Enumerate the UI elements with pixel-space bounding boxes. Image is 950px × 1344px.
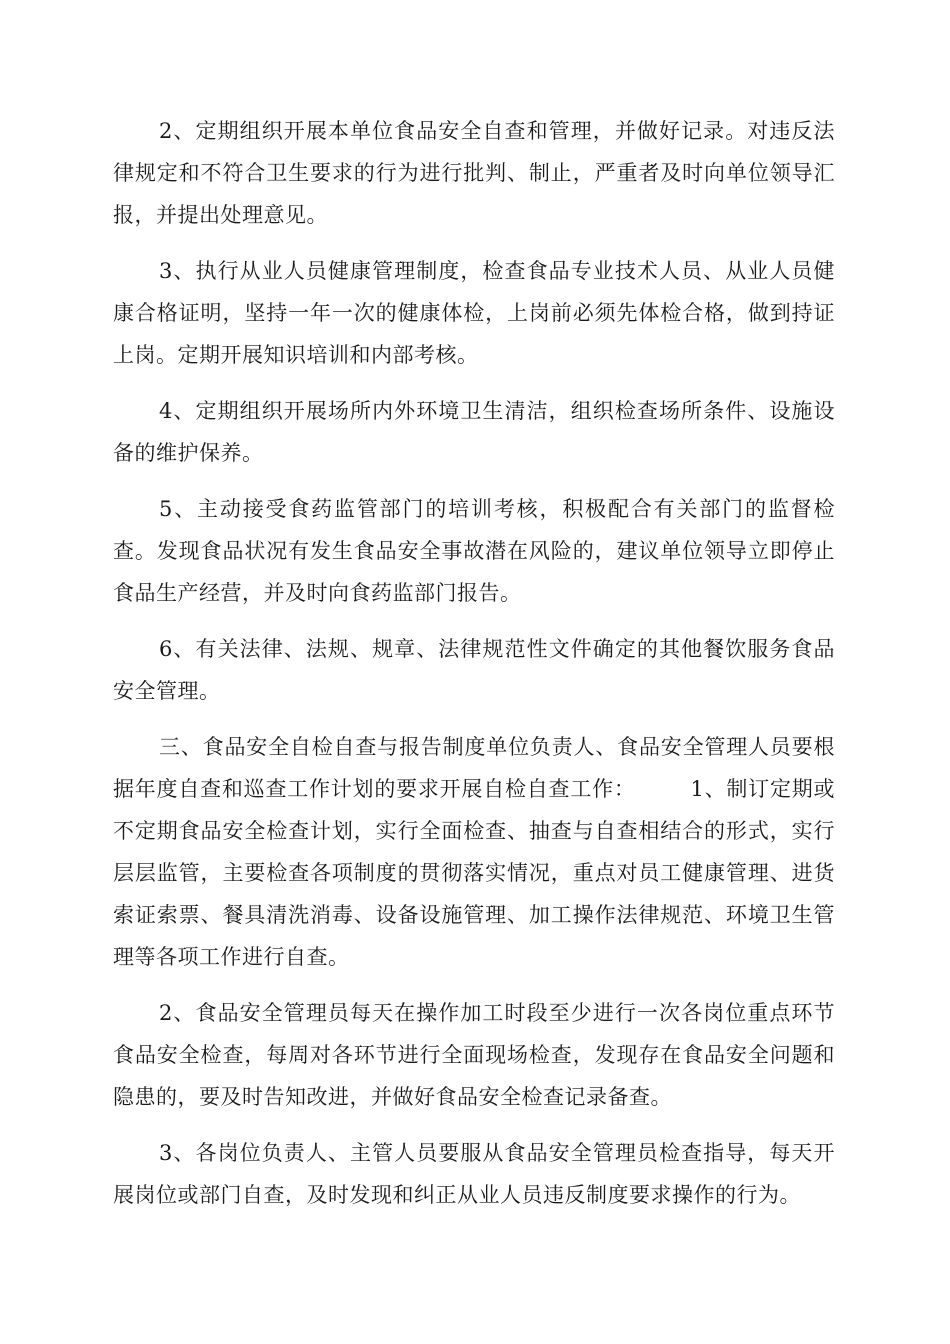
paragraph-other-regulations: 6、有关法律、法规、规章、法律规范性文件确定的其他餐饮服务食品安全管理。 bbox=[113, 637, 835, 703]
paragraph-post-self-check: 3、各岗位负责人、主管人员要服从食品安全管理员检查指导，每天开展岗位或部门自查，及时发现和纠正从业人员违反制度要求操作的行为。 bbox=[113, 1141, 835, 1207]
paragraph-self-inspection-system: 三、食品安全自检自查与报告制度单位负责人、食品安全管理人员要根据年度自查和巡查工作计划的要求开展自检自查工作： 1、制订定期或不定期食品安全检查计划，实行全面检查、抽查与自查相结合的形式，实行层层监管，主要检查各项制度的贯彻落实情况，重点对员工健康管理、进货索证索票、餐具清洗消毒、设备设施管理、加工操作法律规范、环境卫生管理等各项工作进行自查。 bbox=[113, 735, 835, 969]
paragraph-health-management: 3、执行从业人员健康管理制度，检查食品专业技术人员、从业人员健康合格证明，坚持一年一次的健康体检，上岗前必须先体检合格，做到持证上岗。定期开展知识培训和内部考核。 bbox=[113, 259, 835, 367]
paragraph-daily-inspection: 2、食品安全管理员每天在操作加工时段至少进行一次各岗位重点环节食品安全检查，每周对各环节进行全面现场检查，发现存在食品安全问题和隐患的，要及时告知改进，并做好食品安全检查记录备查。 bbox=[113, 1001, 835, 1109]
paragraph-inspection-records: 2、定期组织开展本单位食品安全自查和管理，并做好记录。对违反法律规定和不符合卫生要求的行为进行批判、制止，严重者及时向单位领导汇报，并提出处理意见。 bbox=[113, 119, 835, 227]
paragraph-environment-hygiene: 4、定期组织开展场所内外环境卫生清洁，组织检查场所条件、设施设备的维护保养。 bbox=[113, 399, 835, 465]
document-body bbox=[113, 110, 835, 1230]
paragraph-supervision-cooperation: 5、主动接受食药监管部门的培训考核，积极配合有关部门的监督检查。发现食品状况有发生食品安全事故潜在风险的，建议单位领导立即停止食品生产经营，并及时向食药监部门报告。 bbox=[113, 497, 835, 605]
